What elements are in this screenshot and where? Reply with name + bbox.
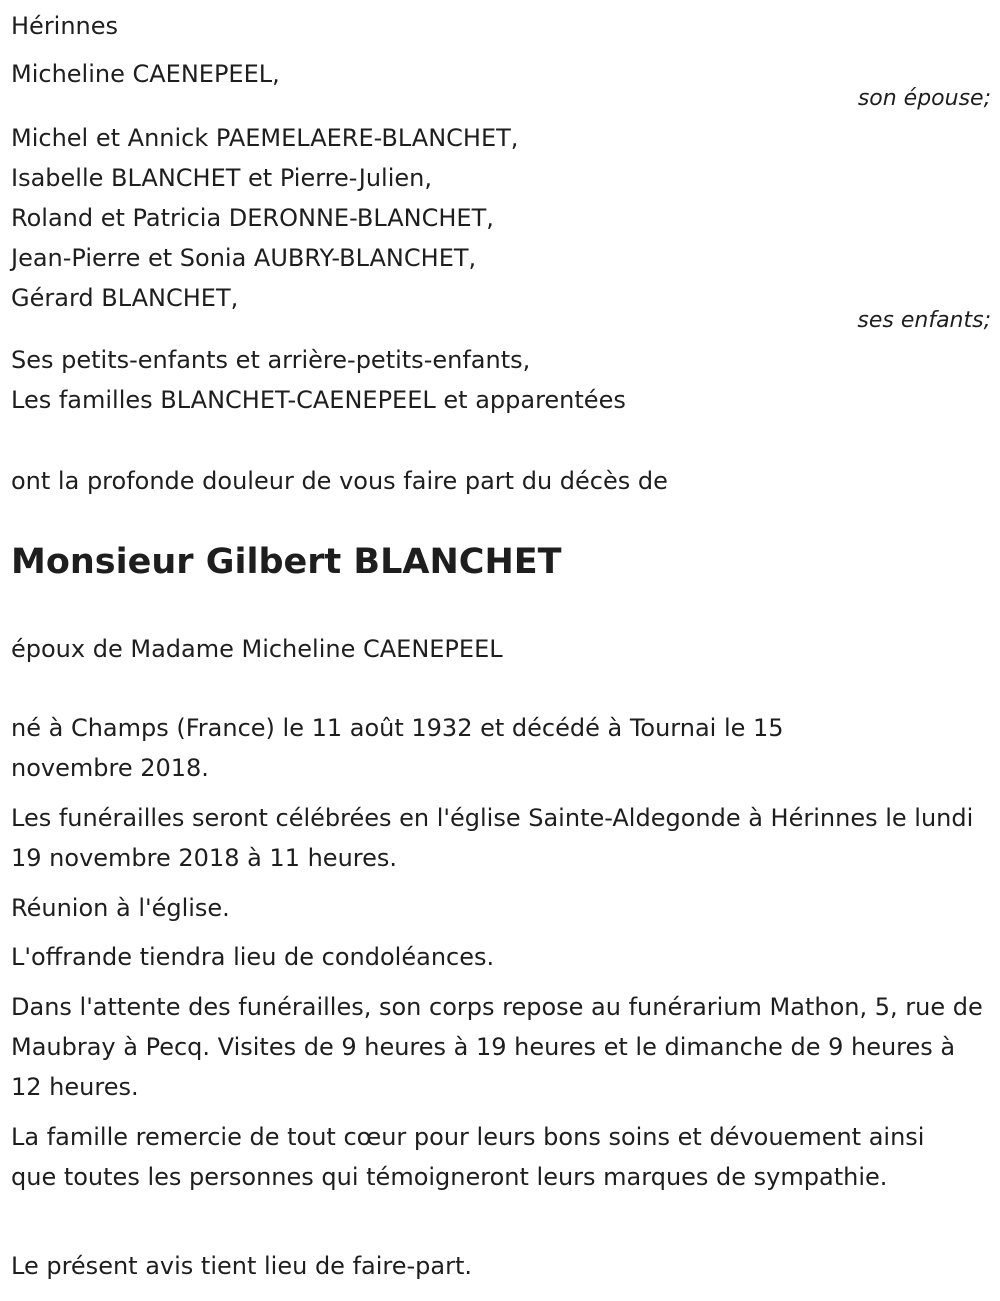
spouse-role: son épouse;	[857, 86, 991, 111]
spouse-name: Micheline CAENEPEEL,	[11, 60, 280, 88]
family-entry: Ses petits-enfants et arrière-petits-enfants,	[11, 346, 531, 374]
notice-paragraph: Le présent avis tient lieu de faire-part.	[11, 1252, 473, 1280]
funeral-paragraph: Les funérailles seront célébrées en l'église Sainte-Aldegonde à Hérinnes le lundi 19 novembre 2018 à 11 heures.	[11, 804, 974, 872]
children-role: ses enfants;	[857, 308, 991, 333]
meeting-paragraph: Réunion à l'église.	[11, 894, 230, 922]
child-entry: Gérard BLANCHET,	[11, 284, 239, 312]
offering-paragraph: L'offrande tiendra lieu de condoléances.	[11, 943, 495, 971]
child-entry: Jean-Pierre et Sonia AUBRY-BLANCHET,	[11, 244, 477, 272]
deceased-name: Monsieur Gilbert BLANCHET	[11, 542, 562, 582]
extended-family	[11, 340, 626, 420]
birth-death-paragraph: né à Champs (France) le 11 août 1932 et décédé à Tournai le 15 novembre 2018.	[11, 714, 784, 782]
spouse-of: époux de Madame Micheline CAENEPEEL	[11, 635, 503, 663]
announcement: ont la profonde douleur de vous faire part du décès de	[11, 467, 668, 495]
child-entry: Isabelle BLANCHET et Pierre-Julien,	[11, 164, 432, 192]
visitation-paragraph: Dans l'attente des funérailles, son corps repose au funérarium Mathon, 5, rue de Maubray à Pecq. Visites de 9 heures à 19 heures et le dimanche de 9 heures à 12 heures.	[11, 993, 983, 1101]
child-entry: Roland et Patricia DERONNE-BLANCHET,	[11, 204, 494, 232]
children-list	[11, 118, 518, 318]
location: Hérinnes	[11, 12, 119, 40]
family-entry: Les familles BLANCHET-CAENEPEEL et apparentées	[11, 386, 626, 414]
child-entry: Michel et Annick PAEMELAERE-BLANCHET,	[11, 124, 519, 152]
thanks-paragraph: La famille remercie de tout cœur pour leurs bons soins et dévouement ainsi que toutes les personnes qui témoigneront leurs marques de sympathie.	[11, 1123, 925, 1191]
